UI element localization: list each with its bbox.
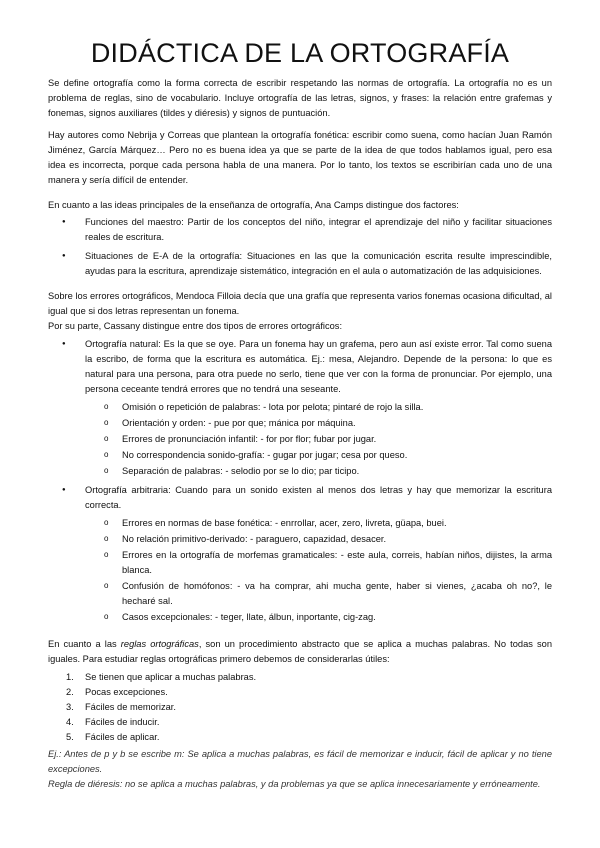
emphasis: reglas ortográficas: [120, 639, 199, 649]
paragraph-definition: Se define ortografía como la forma correcta de escribir respetando las normas de ortografía. La ortografía no es un problema de reglas, sino de vocabulario. Incluye ortografía de las letras, signos, y frases: la relación entre grafemas y fonemas, signos auxiliares (tildes y diéresis) y signos de puntuación.: [48, 78, 552, 118]
list-item: [48, 670, 552, 685]
list-text: Fáciles de memorizar.: [85, 702, 176, 712]
list-item: [48, 700, 552, 715]
sublist: [85, 516, 552, 625]
list-number: 3.: [66, 702, 74, 712]
page-title: DIDÁCTICA DE LA ORTOGRAFÍA: [90, 38, 510, 68]
paragraph-authors: Hay autores como Nebrija y Correas que plantean la ortografía fonética: escribir como suena, como hacían Juan Ramón Jiménez, García Márquez… Pero no es buena idea ya que se parte de la idea de que todos hablamos igual, pero esa idea es incorrecta, porque cada persona habla de una manera. Por lo tanto, los textos se escribirían cada uno de una manera y sería difícil de entender.: [48, 130, 552, 185]
example-dieresis: Regla de diéresis: no se aplica a muchas palabras, y da problemas ya que se aplica innecesariamente y erróneamente.: [48, 779, 541, 789]
sublist: [85, 400, 552, 479]
list-number: 4.: [66, 717, 74, 727]
rules-list: [48, 670, 552, 745]
document-body: [48, 76, 552, 792]
list-item-text: Ortografía natural: Es la que se oye. Para un fonema hay un grafema, pero aun así existe error. Tal como suena la escribo, de forma que la escritura es automática. Ej.: mesa, Alejandro. Depende de la persona: lo que es natural para una persona, para otra puede no serlo, tiene que ver con la forma de pronunciar. Por ejemplo, una persona ceceante tendrá errores que no tendrá una seseante.: [85, 339, 552, 394]
sublist-item: o Confusión de homófonos: - va ha comprar, ahi mucha gente, haber si vienes, ¿acaba oh no?, le hecharé sal.: [48, 579, 552, 609]
sublist-item: o Omisión o repetición de palabras: - lota por pelota; pintaré de rojo la silla.: [48, 400, 552, 415]
list-item: [48, 685, 552, 700]
list-item: ● Funciones del maestro: Partir de los conceptos del niño, integrar el aprendizaje del niño y facilitar situaciones reales de escritura.: [48, 215, 552, 245]
paragraph-camps: En cuanto a las ideas principales de la enseñanza de ortografía, Ana Camps distingue dos factores:: [48, 200, 459, 210]
list-item-natural: [48, 337, 552, 479]
sublist-item: o Errores de pronunciación infantil: - for por flor; fubar por jugar.: [48, 432, 552, 447]
sublist-item: o Errores en la ortografía de morfemas gramaticales: - este aula, correis, habían niños, dijistes, la arma blanca.: [48, 548, 552, 578]
cassany-list: [48, 337, 552, 625]
sublist-item: o Separación de palabras: - selodio por se lo dio; par ticipo.: [48, 464, 552, 479]
sublist-item: o Orientación y orden: - pue por que; mánica por máquina.: [48, 416, 552, 431]
list-number: 2.: [66, 687, 74, 697]
sublist-item: o Errores en normas de base fonética: - enrrollar, acer, zero, livreta, güapa, buei.: [48, 516, 552, 531]
list-item-text: Ortografía arbitraria: Cuando para un sonido existen al menos dos letras y hay que memorizar la escritura correcta.: [85, 485, 552, 510]
camps-list: [48, 215, 552, 279]
text: , son un procedimiento abstracto que se aplica a muchas palabras. No todas son iguales. Para estudiar reglas ortográficas primero debemos de considerarlas útiles:: [48, 639, 553, 664]
list-text: Pocas excepciones.: [85, 687, 168, 697]
list-text: Se tienen que aplicar a muchas palabras.: [85, 672, 257, 682]
paragraph-cassany: Por su parte, Cassany distingue entre dos tipos de errores ortográficos:: [48, 321, 343, 331]
sublist-item: o No relación primitivo-derivado: - paraguero, capazidad, desacer.: [48, 532, 552, 547]
example-mb: Ej.: Antes de p y b se escribe m: Se aplica a muchas palabras, es fácil de memorizar e inducir, fácil de aplicar y no tiene excepciones.: [48, 749, 552, 774]
paragraph-rules: [48, 637, 552, 667]
list-number: 5.: [66, 732, 74, 742]
list-item: [48, 715, 552, 730]
sublist-item: o No correspondencia sonido-grafía: - gugar por jugar; cesa por queso.: [48, 448, 552, 463]
list-item-arbitraria: [48, 483, 552, 625]
sublist-item: o Casos excepcionales: - teger, llate, álbun, inportante, cig-zag.: [48, 610, 552, 625]
list-number: 1.: [66, 672, 74, 682]
list-item: [48, 730, 552, 745]
list-text: Fáciles de aplicar.: [85, 732, 160, 742]
text: En cuanto a las: [48, 639, 121, 649]
paragraph-mendoca: Sobre los errores ortográficos, Mendoca Filloia decía que una grafía que representa varios fonemas ocasiona dificultad, al igual que si dos letras representan un fonema.: [48, 291, 552, 316]
list-item: ● Situaciones de E-A de la ortografía: Situaciones en las que la comunicación escrita resulte imprescindible, ayudas para la escritura, aprendizaje sistemático, integración en el aula o automatización de las adquisiciones.: [48, 249, 552, 279]
list-text: Fáciles de inducir.: [85, 717, 160, 727]
